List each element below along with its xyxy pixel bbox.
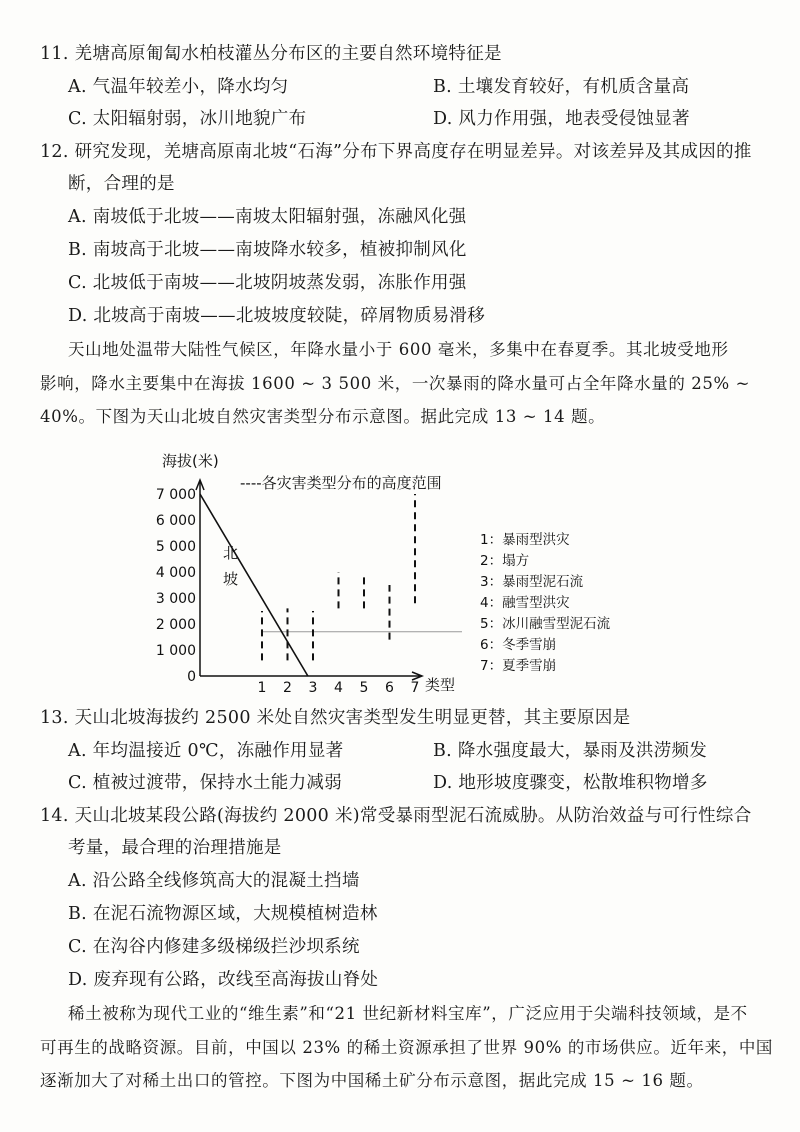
chart-legend-item: 7：夏季雪崩 bbox=[480, 658, 557, 674]
q11-option-d: D. 风力作用强，地表受侵蚀显著 bbox=[433, 109, 690, 129]
chart-legend-item: 6：冬季雪崩 bbox=[480, 637, 557, 653]
chart-legend-item: 3：暴雨型泥石流 bbox=[480, 574, 584, 590]
disaster-altitude-chart bbox=[150, 448, 630, 700]
q14-option-b: B. 在泥石流物源区域，大规模植树造林 bbox=[68, 904, 378, 924]
chart-x-tick: 4 bbox=[334, 680, 343, 696]
chart-y-tick: 4 000 bbox=[155, 565, 196, 581]
q13-option-b: B. 降水强度最大，暴雨及洪涝频发 bbox=[433, 741, 708, 761]
chart-y-tick: 7 000 bbox=[155, 487, 196, 503]
passage2-line2: 可再生的战略资源。目前，中国以 23% 的稀土资源承担了世界 90% 的市场供应。近年来，中国 bbox=[40, 1038, 774, 1057]
chart-x-tick: 6 bbox=[385, 680, 394, 696]
q13-option-d: D. 地形坡度骤变，松散堆积物增多 bbox=[433, 773, 708, 793]
q14-option-a: A. 沿公路全线修筑高大的混凝土挡墙 bbox=[68, 871, 360, 891]
chart-slope-label-2: 坡 bbox=[223, 570, 239, 588]
passage1-line3: 40%。下图为天山北坡自然灾害类型分布示意图。据此完成 13 ~ 14 题。 bbox=[40, 407, 606, 426]
chart-xlabel: 类型 bbox=[425, 676, 456, 694]
q14-option-d: D. 废弃现有公路，改线至高海拔山脊处 bbox=[68, 970, 379, 990]
passage2-line3: 逐渐加大了对稀土出口的管控。下图为中国稀土矿分布示意图，据此完成 15 ~ 16 题。 bbox=[40, 1071, 704, 1090]
chart-legend-item: 5：冰川融雪型泥石流 bbox=[480, 616, 611, 632]
q12-option-a: A. 南坡低于北坡——南坡太阳辐射强，冻融风化强 bbox=[68, 207, 467, 227]
q11-option-b: B. 土壤发育较好，有机质含量高 bbox=[433, 77, 690, 97]
chart-slope-label-1: 北 bbox=[223, 544, 239, 562]
chart-x-tick: 7 bbox=[410, 680, 420, 696]
q13-option-c: C. 植被过渡带，保持水土能力减弱 bbox=[68, 773, 342, 793]
q12-option-c: C. 北坡低于南坡——北坡阴坡蒸发弱，冻胀作用强 bbox=[68, 273, 467, 293]
q11-option-a: A. 气温年较差小，降水均匀 bbox=[68, 77, 289, 97]
q12-stem-line2: 断，合理的是 bbox=[68, 174, 175, 194]
chart-legend-item: 4：融雪型洪灾 bbox=[480, 595, 570, 611]
q13-option-a: A. 年均温接近 0℃，冻融作用显著 bbox=[68, 741, 344, 761]
q14-option-c: C. 在沟谷内修建多级梯级拦沙坝系统 bbox=[68, 937, 360, 957]
chart-title: ----各灾害类型分布的高度范围 bbox=[240, 474, 442, 492]
q14-stem-line2: 考量，最合理的治理措施是 bbox=[68, 838, 282, 858]
chart-y-tick: 5 000 bbox=[155, 539, 196, 555]
chart-x-tick: 1 bbox=[257, 680, 267, 696]
chart-x-tick: 5 bbox=[359, 680, 369, 696]
chart-slope-line bbox=[200, 494, 308, 676]
chart-x-tick: 2 bbox=[283, 680, 292, 696]
passage1-line1: 天山地处温带大陆性气候区，年降水量小于 600 毫米，多集中在春夏季。其北坡受地形 bbox=[68, 340, 729, 359]
chart-y-tick: 0 bbox=[187, 669, 196, 685]
q13-stem: 13. 天山北坡海拔约 2500 米处自然灾害类型发生明显更替，其主要原因是 bbox=[40, 708, 631, 728]
chart-legend-item: 2：塌方 bbox=[480, 553, 530, 569]
chart-y-tick: 3 000 bbox=[155, 591, 196, 607]
passage1-line2: 影响，降水主要集中在海拔 1600 ~ 3 500 米，一次暴雨的降水量可占全年降水量的 25% ~ bbox=[40, 374, 751, 393]
chart-x-tick: 3 bbox=[308, 680, 318, 696]
q14-stem-line1: 14. 天山北坡某段公路(海拔约 2000 米)常受暴雨型泥石流威胁。从防治效益与可行性综合 bbox=[40, 806, 752, 826]
q11-stem: 11. 羌塘高原匍匐水柏枝灌丛分布区的主要自然环境特征是 bbox=[40, 44, 502, 64]
q12-option-b: B. 南坡高于北坡——南坡降水较多，植被抑制风化 bbox=[68, 240, 467, 260]
passage2-line1: 稀土被称为现代工业的“维生素”和“21 世纪新材料宝库”，广泛应用于尖端科技领域，是不 bbox=[68, 1004, 748, 1023]
chart-y-tick: 2 000 bbox=[155, 617, 196, 633]
chart-ylabel: 海拔(米) bbox=[162, 452, 219, 470]
chart-y-tick: 1 000 bbox=[155, 643, 196, 659]
q11-option-c: C. 太阳辐射弱，冰川地貌广布 bbox=[68, 109, 307, 129]
q12-stem-line1: 12. 研究发现，羌塘高原南北坡“石海”分布下界高度存在明显差异。对该差异及其成因的推 bbox=[40, 142, 752, 162]
chart-y-tick: 6 000 bbox=[155, 513, 196, 529]
chart-legend-item: 1：暴雨型洪灾 bbox=[480, 532, 570, 548]
q12-option-d: D. 北坡高于南坡——北坡坡度较陡，碎屑物质易滑移 bbox=[68, 306, 486, 326]
